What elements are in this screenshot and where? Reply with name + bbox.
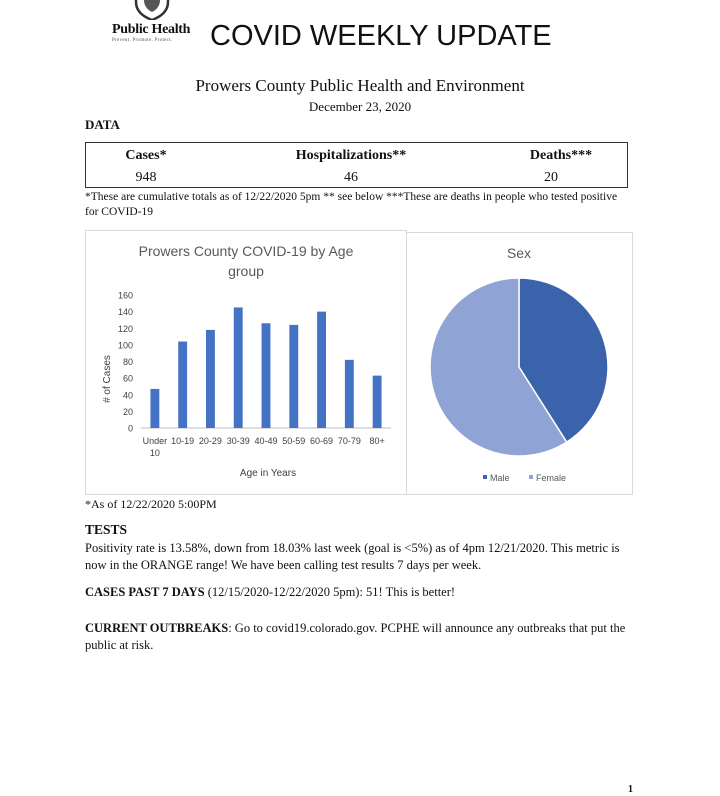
tests-heading: TESTS xyxy=(85,522,128,537)
chart-title: Prowers County COVID-19 by Age xyxy=(138,243,354,259)
update-date: December 23, 2020 xyxy=(308,99,412,114)
sex-pie-chart xyxy=(407,233,632,494)
logo-text: Public Health xyxy=(112,22,191,37)
age-chart-frame xyxy=(85,230,407,495)
x-axis-label: Age in Years xyxy=(239,468,297,479)
data-heading: DATA xyxy=(85,117,120,132)
cases-past-text: (12/15/2020-12/22/2020 5pm): 51! This is better! xyxy=(204,585,456,599)
y-tick-label: 120 xyxy=(117,323,133,334)
page-title: COVID WEEKLY UPDATE xyxy=(210,20,552,52)
hospitalizations-label: Hospitalizations** xyxy=(295,148,407,163)
age-bar-chart xyxy=(86,231,406,494)
x-tick-label: Under xyxy=(142,436,168,446)
x-tick-label: 50-59 xyxy=(282,436,306,446)
chart-title-line2: group xyxy=(228,263,264,279)
outbreaks-label: CURRENT OUTBREAKS xyxy=(85,621,229,635)
y-tick-label: 60 xyxy=(122,373,133,384)
bar-70-79 xyxy=(345,360,354,428)
x-tick-label: 60-69 xyxy=(310,436,334,446)
legend-swatch-male xyxy=(483,475,487,479)
bar-50-59 xyxy=(289,325,298,428)
legend-swatch-female xyxy=(529,475,533,479)
x-tick-label: 40-49 xyxy=(254,436,278,446)
bar-20-29 xyxy=(206,330,215,428)
y-tick-label: 40 xyxy=(122,390,133,401)
y-axis-label: # of Cases xyxy=(102,355,113,403)
outbreaks-text: : Go to covid19.colorado.gov. PCPHE will announce any outbreaks that put the public at risk. xyxy=(85,621,626,652)
page-number: 1 xyxy=(628,784,633,795)
cases-past-label: CASES PAST 7 DAYS xyxy=(85,585,205,599)
cases-label: Cases* xyxy=(125,148,167,163)
hospitalizations-value: 46 xyxy=(344,170,358,185)
legend-label-male: Male xyxy=(490,473,510,483)
cases-past-7-days xyxy=(85,585,630,600)
bar-60-69 xyxy=(317,312,326,428)
current-outbreaks xyxy=(85,620,630,654)
tests-body: Positivity rate is 13.58%, down from 18.03% last week (goal is <5%) as of 4pm 12/21/2020. This metric is now in the ORANGE range! We have been calling test results 7 days per week. xyxy=(85,541,620,572)
sex-chart-frame xyxy=(406,232,633,495)
deaths-label: Deaths*** xyxy=(529,148,593,163)
stats-table xyxy=(85,142,628,188)
bar-40-49 xyxy=(262,323,271,428)
x-tick-label: 70-79 xyxy=(337,436,361,446)
x-tick-label: 30-39 xyxy=(226,436,250,446)
bar-80- xyxy=(373,376,382,428)
legend-label-female: Female xyxy=(536,473,567,483)
bar-10-19 xyxy=(178,342,187,428)
y-tick-label: 20 xyxy=(122,406,133,417)
bar-30-39 xyxy=(234,307,243,428)
stats-footnote: *These are cumulative totals as of 12/22/2020 5pm ** see below ***These are deaths in people who tested positive for COVID-19 xyxy=(85,191,618,218)
x-tick-label: 10 xyxy=(149,448,160,458)
y-tick-label: 100 xyxy=(117,340,133,351)
x-tick-label: 10-19 xyxy=(171,436,195,446)
org-name: Prowers County Public Health and Environment xyxy=(195,76,525,95)
y-tick-label: 0 xyxy=(127,423,133,434)
chart-date-note: *As of 12/22/2020 5:00PM xyxy=(85,497,217,511)
logo-tagline: Prevent. Promote. Protect. xyxy=(112,38,173,43)
y-tick-label: 80 xyxy=(122,357,133,367)
bar-under-10 xyxy=(150,389,159,428)
x-tick-label: 20-29 xyxy=(198,436,222,446)
cases-value: 948 xyxy=(135,170,157,185)
x-tick-label: 80+ xyxy=(369,436,385,446)
logo-shield-icon xyxy=(130,0,174,20)
y-tick-label: 160 xyxy=(117,290,133,301)
y-tick-label: 140 xyxy=(117,307,133,318)
pie-title: Sex xyxy=(506,245,532,261)
deaths-value: 20 xyxy=(544,170,558,185)
